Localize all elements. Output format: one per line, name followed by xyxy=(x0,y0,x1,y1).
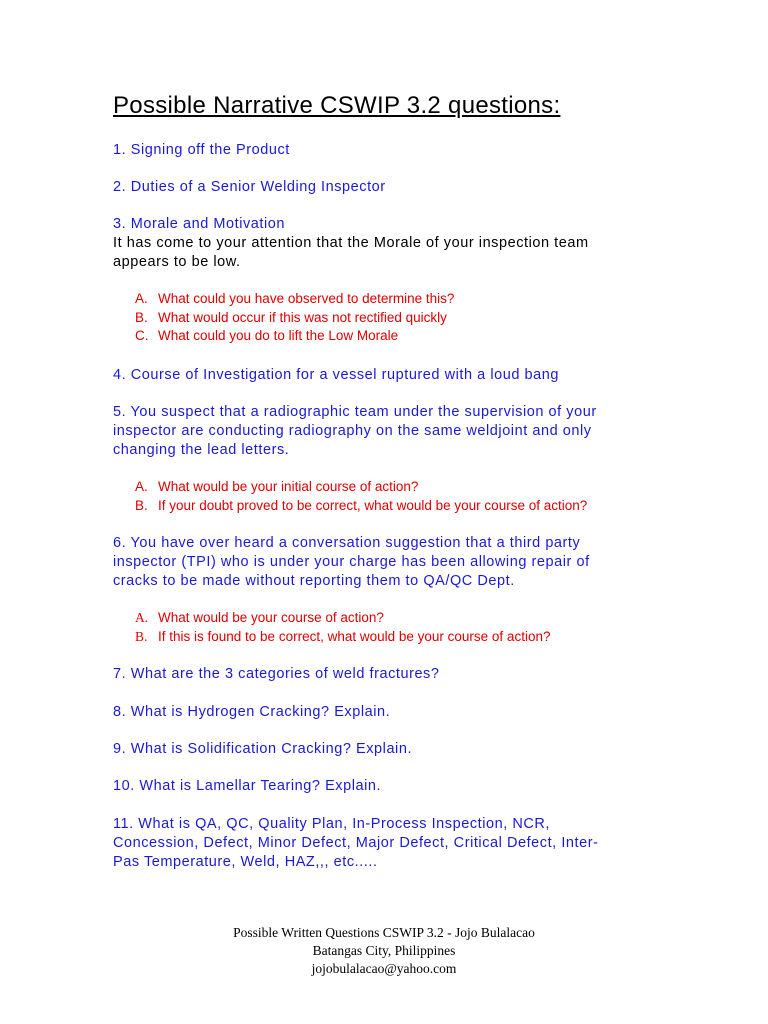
question-11-line: Pas Temperature, Weld, HAZ,,, etc..... xyxy=(113,854,378,870)
subitem xyxy=(135,327,454,346)
subitem-marker: B. xyxy=(135,628,148,644)
question-5-line: inspector are conducting radiography on the same weldjoint and only xyxy=(113,423,592,439)
subitem-text: What would occur if this was not rectified quickly xyxy=(158,309,447,325)
footer-email: jojobulalacao@yahoo.com xyxy=(311,961,457,976)
question-6-line: 6. You have over heard a conversation suggestion that a third party xyxy=(113,535,581,551)
footer-line: Batangas City, Philippines xyxy=(312,943,456,958)
question-8: 8. What is Hydrogen Cracking? Explain. xyxy=(113,704,391,720)
question-6-line: cracks to be made without reporting them to QA/QC Dept. xyxy=(113,573,515,589)
subitem-marker: A. xyxy=(135,610,149,625)
subitem xyxy=(135,478,587,497)
subitem-text: If this is found to be correct, what would be your course of action? xyxy=(158,628,551,644)
question-7: 7. What are the 3 categories of weld fractures? xyxy=(113,666,440,682)
question-3-text xyxy=(113,234,589,272)
question-11 xyxy=(113,815,673,872)
question-9: 9. What is Solidification Cracking? Explain. xyxy=(113,741,413,757)
question-5-subitems xyxy=(135,478,587,515)
question-5 xyxy=(113,403,673,460)
question-5-line: 5. You suspect that a radiographic team under the supervision of your xyxy=(113,404,597,420)
subitem-text: What would be your initial course of action? xyxy=(158,479,419,494)
question-3-heading: 3. Morale and Motivation xyxy=(113,216,285,232)
subitem-text: What would be your course of action? xyxy=(158,610,384,625)
subitem-marker: A. xyxy=(135,291,148,306)
question-6 xyxy=(113,534,673,591)
question-6-subitems xyxy=(135,609,550,646)
subitem xyxy=(135,628,550,647)
question-10: 10. What is Lamellar Tearing? Explain. xyxy=(113,778,382,794)
page-title: Possible Narrative CSWIP 3.2 questions: xyxy=(113,92,561,119)
question-5-line: changing the lead letters. xyxy=(113,442,290,458)
question-4: 4. Course of Investigation for a vessel ruptured with a loud bang xyxy=(113,367,560,383)
subitem xyxy=(135,497,587,516)
page-footer xyxy=(0,924,768,978)
subitem-text: What could you do to lift the Low Morale xyxy=(158,328,399,343)
question-11-line: 11. What is QA, QC, Quality Plan, In-Process Inspection, NCR, xyxy=(113,816,551,832)
subitem xyxy=(135,309,454,328)
subitem-marker: B. xyxy=(135,309,148,325)
subitem xyxy=(135,609,550,628)
subitem-marker: B. xyxy=(135,497,148,513)
subitem xyxy=(135,290,454,309)
question-6-line: inspector (TPI) who is under your charge has been allowing repair of xyxy=(113,554,590,570)
question-11-line: Concession, Defect, Minor Defect, Major Defect, Critical Defect, Inter- xyxy=(113,835,599,851)
question-1: 1. Signing off the Product xyxy=(113,142,290,158)
footer-line: Possible Written Questions CSWIP 3.2 - Jojo Bulalacao xyxy=(233,925,535,940)
subitem-text: What could you have observed to determine this? xyxy=(158,291,455,306)
subitem-marker: A. xyxy=(135,479,148,494)
question-2: 2. Duties of a Senior Welding Inspector xyxy=(113,179,386,195)
question-3-subitems xyxy=(135,290,454,346)
subitem-marker: C. xyxy=(135,328,149,343)
question-3-text-line: It has come to your attention that the Morale of your inspection team xyxy=(113,235,589,251)
question-3-text-line: appears to be low. xyxy=(113,254,241,270)
subitem-text: If your doubt proved to be correct, what would be your course of action? xyxy=(158,497,588,513)
